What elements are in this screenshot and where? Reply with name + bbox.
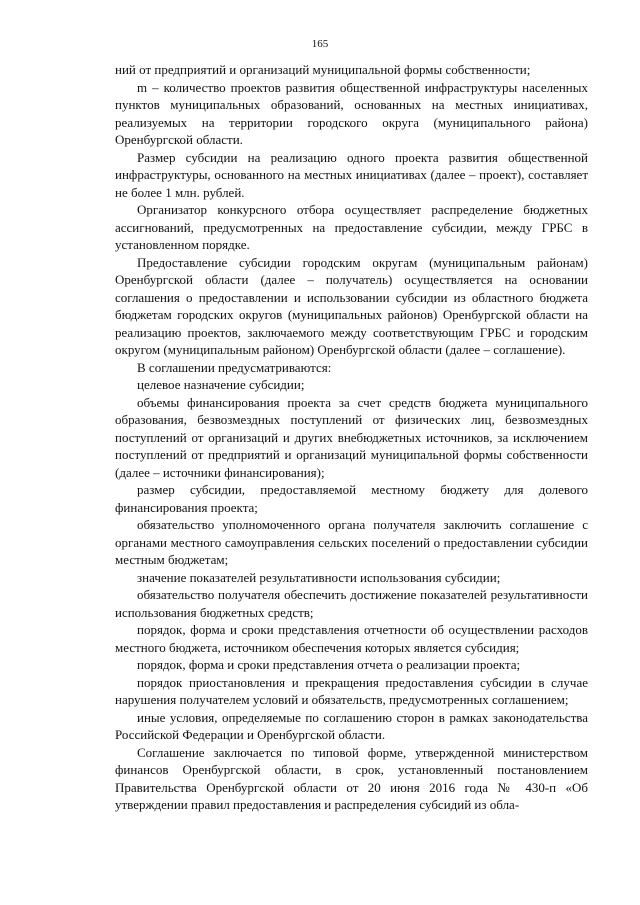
paragraph: В соглашении предусматриваются: — [137, 359, 332, 375]
list-item: целевое назначение субсидии; — [137, 377, 305, 392]
list-item: обязательство уполномоченного органа получателя заключить соглашение с органами местного самоуправления сельских поселений о предоставлении субсидии местным бюджетам; — [115, 517, 588, 567]
paragraph: Размер субсидии на реализацию одного проекта развития общественной инфраструктуры, основанного на местных инициативах (далее – проект), составляет не более 1 млн. рублей. — [115, 149, 588, 200]
list-item: порядок, форма и сроки представления отчетности об осуществлении расходов местного бюджета, источником обеспечения которых является субсидия; — [115, 622, 588, 655]
list-item: иные условия, определяемые по соглашению сторон в рамках законодательства Российской Федерации и Оренбургской области. — [115, 709, 588, 742]
page-number: 165 — [311, 38, 329, 50]
list-item: размер субсидии, предоставляемой местному бюджету для долевого финансирования проекта; — [115, 482, 588, 515]
paragraph: Соглашение заключается по типовой форме, утвержденной министерством финансов Оренбургской области, в срок, установленный постановлением Правительства Оренбургской области от 20 июня 2016 года № 430-п «Об утверждении правил предоставления и распределения субсидий из обла- — [115, 744, 588, 812]
list-item: порядок, форма и сроки представления отчета о реализации проекта; — [137, 657, 521, 672]
paragraph-continuation: ний от предприятий и организаций муниципальной формы собственности; — [115, 62, 531, 77]
document-body — [115, 61, 588, 814]
list-item: обязательство получателя обеспечить достижение показателей результативности использования бюджетных средств; — [115, 587, 588, 620]
list-item: значение показателей результативности использования субсидии; — [137, 569, 501, 585]
paragraph: Предоставление субсидии городским округам (муниципальным районам) Оренбургской области (далее – получатель) осуществляется на основании соглашения о предоставлении и использовании субсидии из областного бюджета бюджетам городских округов (муниципальных районов) Оренбургской области на реализацию проектов, заключаемого между соответствующим ГРБС и городским округом (муниципальным районом) Оренбургской области (далее – соглашение). — [115, 254, 588, 357]
list-item: порядок приостановления и прекращения предоставления субсидии в случае нарушения получателем условий и обязательств, предусмотренных соглашением; — [115, 674, 588, 707]
list-item: объемы финансирования проекта за счет средств бюджета муниципального образования, безвозмездных поступлений от физических лиц, безвозмездных поступлений от организаций и других внебюджетных источников, за исключением поступлений от предприятий и организаций муниципальной формы собственности (далее – источники финансирования); — [115, 394, 588, 480]
paragraph: m – количество проектов развития общественной инфраструктуры населенных пунктов муниципальных образований, основанных на местных инициативах, реализуемых на территории городского округа (муниципального района) Оренбургской области. — [115, 79, 588, 147]
paragraph: Организатор конкурсного отбора осуществляет распределение бюджетных ассигнований, предусмотренных на предоставление субсидии, между ГРБС в установленном порядке. — [115, 202, 588, 252]
